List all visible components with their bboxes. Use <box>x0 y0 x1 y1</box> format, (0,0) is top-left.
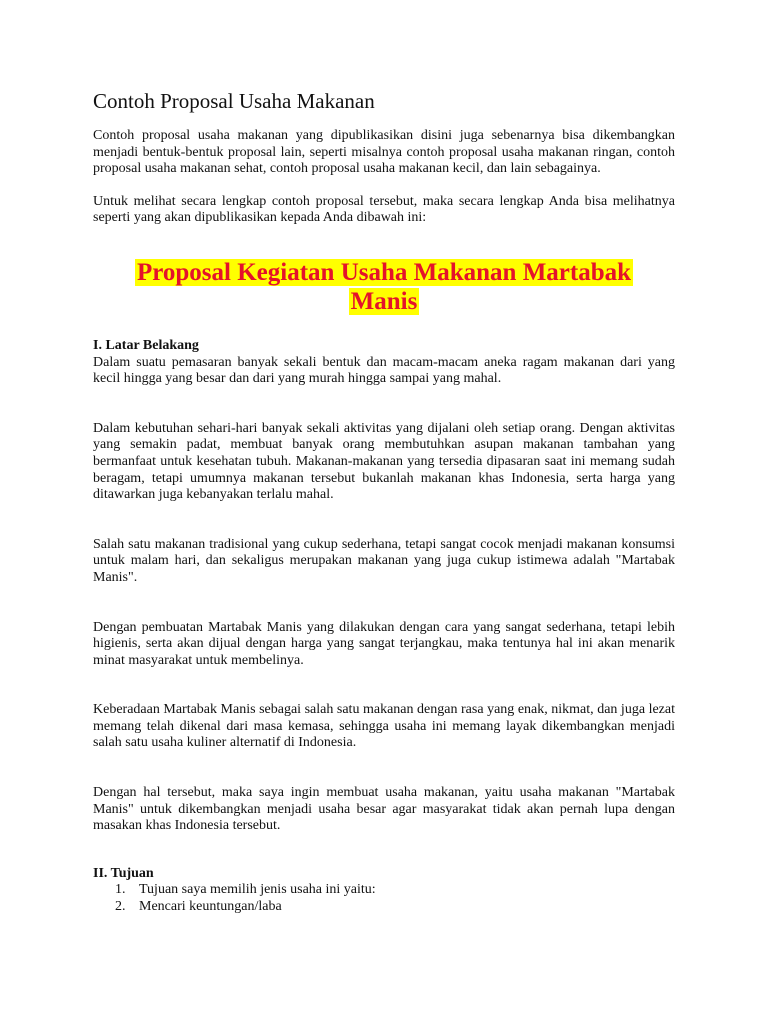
body-paragraph: Dalam kebutuhan sehari-hari banyak sekali aktivitas yang dijalani oleh setiap orang. Dengan aktivitas yang semakin padat, membuat banyak orang membutuhkan asupan makanan tambahan yang bermanfaat untuk kesehatan tubuh. Makanan-makanan yang tersedia dipasaran saat ini memang sudah beragam, tetapi umumnya makanan tersebut bukanlah makanan khas Indonesia, serta harga yang ditawarkan juga kebanyakan terlalu mahal. <box>93 420 675 503</box>
body-paragraph: Dengan pembuatan Martabak Manis yang dilakukan dengan cara yang sangat sederhana, tetapi lebih higienis, serta akan dijual dengan harga yang sangat terjangkau, maka tentunya hal ini akan menarik minat masyarakat untuk membelinya. <box>93 619 675 668</box>
document-title: Contoh Proposal Usaha Makanan <box>93 89 375 113</box>
section-heading-tujuan: II. Tujuan <box>93 865 154 881</box>
body-paragraph: Keberadaan Martabak Manis sebagai salah satu makanan dengan rasa yang enak, nikmat, dan juga lezat memang telah dikenal dari masa kemasa, sehingga usaha ini memang layak dikembangkan menjadi salah satu usaha kuliner alternatif di Indonesia. <box>93 702 675 751</box>
document-page <box>93 86 675 916</box>
list-item-number: 1. <box>115 882 126 898</box>
list-item-text: Tujuan saya memilih jenis usaha ini yaitu: <box>139 882 376 898</box>
proposal-title <box>93 258 675 316</box>
proposal-title-line: Manis <box>350 287 418 315</box>
list-item-text: Mencari keuntungan/laba <box>139 899 282 915</box>
list-item-number: 2. <box>115 899 126 915</box>
body-paragraph: Salah satu makanan tradisional yang cukup sederhana, tetapi sangat cocok menjadi makanan konsumsi untuk malam hari, dan sekaligus merupakan makanan yang juga cukup istimewa adalah "Martabak Manis". <box>93 536 675 585</box>
intro-paragraph: Contoh proposal usaha makanan yang dipublikasikan disini juga sebenarnya bisa dikembangkan menjadi bentuk-bentuk proposal lain, seperti misalnya contoh proposal usaha makanan ringan, contoh proposal usaha makanan sehat, contoh proposal usaha makanan kecil, dan lain sebagainya. <box>93 128 675 177</box>
goal-list <box>93 882 675 915</box>
section-heading-latar-belakang: I. Latar Belakang <box>93 337 199 353</box>
list-item <box>93 882 675 899</box>
body-paragraph: Dalam suatu pemasaran banyak sekali bentuk dan macam-macam aneka ragam makanan dari yang kecil hingga yang besar dan dari yang murah hingga sampai yang mahal. <box>93 354 675 387</box>
proposal-title-line: Proposal Kegiatan Usaha Makanan Martabak <box>136 258 632 286</box>
list-item <box>93 899 675 916</box>
intro-paragraph: Untuk melihat secara lengkap contoh proposal tersebut, maka secara lengkap Anda bisa melihatnya seperti yang akan dipublikasikan kepada Anda dibawah ini: <box>93 193 675 226</box>
body-paragraph: Dengan hal tersebut, maka saya ingin membuat usaha makanan, yaitu usaha makanan "Martabak Manis" untuk dikembangkan menjadi usaha besar agar masyarakat tidak akan pernah lupa dengan masakan khas Indonesia tersebut. <box>93 785 675 834</box>
